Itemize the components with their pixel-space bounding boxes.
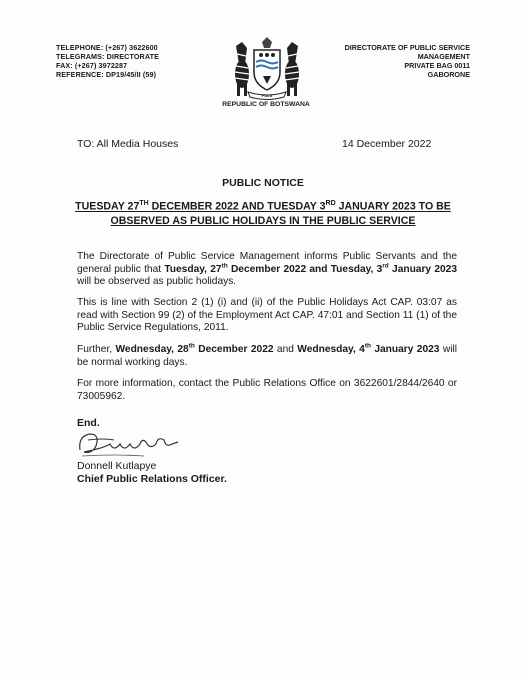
department-line-4: GABORONE (427, 70, 470, 79)
closing-text: End. (77, 417, 100, 429)
recipient-line: TO: All Media Houses (77, 138, 179, 150)
paragraph-announcement: The Directorate of Public Service Management informs Public Servants and the general public that Tuesday, 27th December 2022 and Tuesday, 3rd January 2023 will be observed as public holidays. (77, 251, 458, 288)
coat-of-arms-icon (226, 34, 308, 100)
department-address (345, 43, 470, 79)
paragraph-contact-info: For more information, contact the Public Relations Office on 3622601/2844/2640 or 73005962. (77, 378, 457, 402)
notice-title: PUBLIC NOTICE (222, 177, 304, 189)
signer-title: Chief Public Relations Officer. (77, 473, 227, 485)
department-line-2: MANAGEMENT (417, 52, 470, 61)
department-line-1: DIRECTORATE OF PUBLIC SERVICE (344, 43, 470, 52)
signature-icon (74, 426, 194, 462)
signer-name: Donnell Kutlapye (77, 460, 157, 472)
contact-details (56, 43, 159, 79)
telephone-line: TELEPHONE: (+267) 3622600 (56, 43, 158, 52)
fax-line: FAX: (+267) 3972287 (56, 61, 128, 70)
motto-text: PULA (261, 93, 273, 98)
paragraph-legal-basis: This is line with Section 2 (1) (i) and (ii) of the Public Holidays Act CAP. 03:07 as read with Section 99 (2) of the Employment Act CAP. 47:01 and Section 11 (1) of the Public Service Regulations, 2011. (77, 297, 457, 334)
reference-line: REFERENCE: DP19/45/II (59) (56, 70, 157, 79)
paragraph-working-days: Further, Wednesday, 28th December 2022 and Wednesday, 4th January 2023 will be normal working days. (77, 342, 457, 368)
letter-date: 14 December 2022 (342, 138, 432, 150)
notice-subject: TUESDAY 27TH DECEMBER 2022 AND TUESDAY 3RD JANUARY 2023 TO BE OBSERVED AS PUBLIC HOLIDAYS IN THE PUBLIC SERVICE (75, 200, 451, 227)
republic-caption: REPUBLIC OF BOTSWANA (222, 101, 310, 108)
telegrams-line: TELEGRAMS: DIRECTORATE (56, 52, 159, 61)
department-line-3: PRIVATE BAG 0011 (404, 61, 470, 70)
